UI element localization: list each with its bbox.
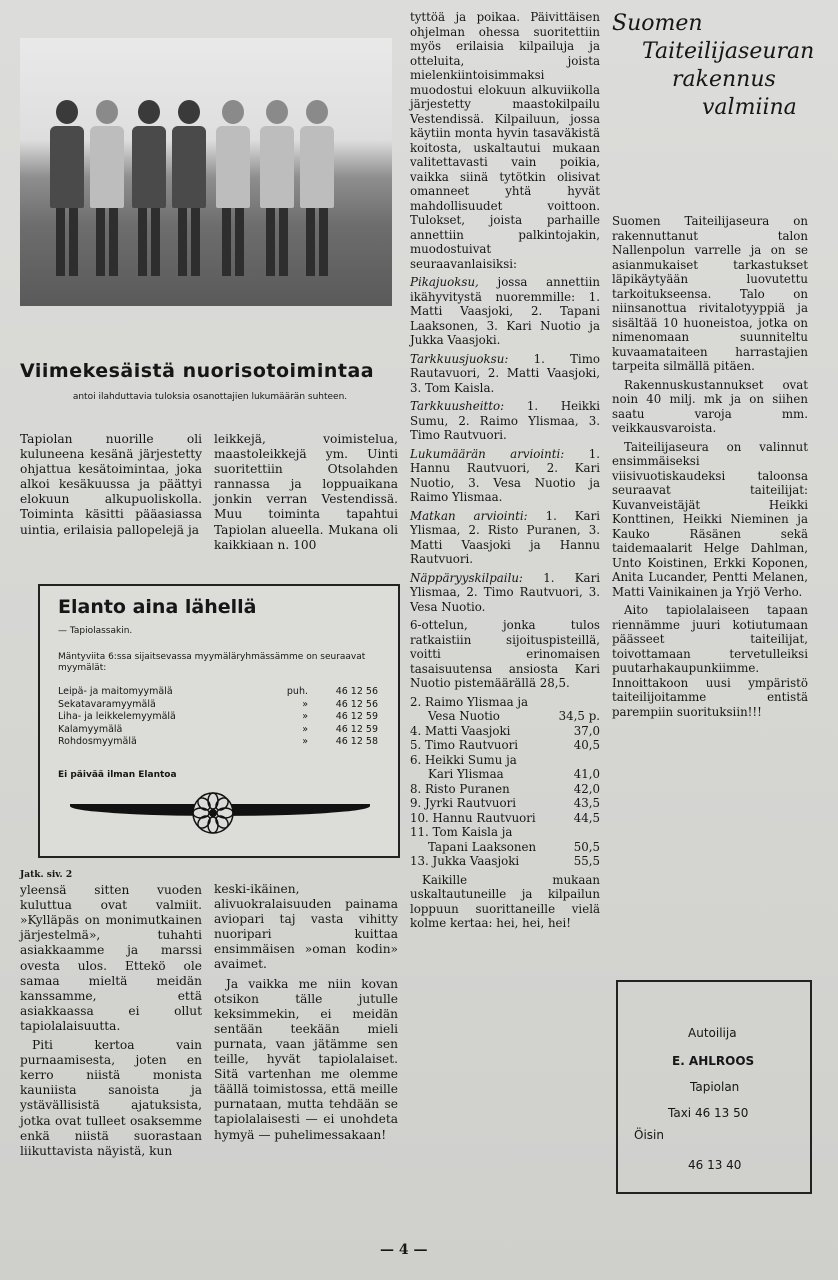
boy-figure	[300, 100, 334, 276]
result-section: Lukumäärän arviointi: 1. Hannu Rautvuori, 2. Kari Nuotio, 3. Vesa Nuotio ja Raimo Ylismaa.	[410, 446, 600, 504]
article-paragraph: yleensä sitten vuoden kuluttua ovat valmiit. »Kylläpäs on monimutkainen järjestelmä», tuhahti asiakkaamme ja marssi ovesta ulos. Ettekö ole samaa mieltä meidän kanssamme, että asiakkaassa ei ollut tapiolalaisuutta.	[20, 883, 202, 1033]
result-row: 5. Timo Rautvuori 40,5	[410, 738, 600, 752]
result-section: Tarkkuusheitto: 1. Heikki Sumu, 2. Raimo Ylismaa, 3. Timo Rautvuori.	[410, 399, 600, 442]
ad-title: Elanto aina lähellä	[58, 596, 257, 618]
article-paragraph: Taiteilijaseura on valinnut ensimmäiseksi viisivuotiskaudeksi taloonsa seuraavat taiteilijat: Kuvanveistäjät Heikki Konttinen, Heikki Nieminen ja Kauko Räsänen sekä taidemaalarit Helge Dahlman, Unto Koistinen, Erkki Koponen, Anita Lucander, Pentti Melanen, Matti Vainikainen ja Yrjö Verho.	[612, 439, 808, 599]
elanto-advertisement	[38, 584, 400, 858]
boys-group-photo	[20, 38, 392, 306]
continuation-note: Jatk. siv. 2	[20, 870, 73, 880]
article-paragraph: Tapiolan nuorille oli kuluneena kesänä järjestetty ohjattua kesätoimintaa, joka alkoi kesäkuussa ja päättyi elokuun alkupuoliskolla. Toiminta käsitti pääasiassa uintia, erilaisia pallopelejä ja	[20, 432, 202, 537]
result-row: Tapani Laaksonen 50,5	[428, 839, 600, 854]
article-paragraph: keski-ikäinen, alivuokralaisuuden painama aviopari taj vasta vihitty nuoripari kuittaa ensimmäisen »oman kodin» avaimet.	[214, 882, 398, 972]
right-article-text	[612, 214, 808, 723]
result-row: 11. Tom Kaisla ja	[410, 825, 513, 839]
result-row: Kari Ylismaa 41,0	[428, 767, 600, 781]
shop-row: Sekatavaramyymälä » 46 12 56	[58, 698, 378, 710]
result-row: 13. Jukka Vaasjoki 55,5	[410, 854, 600, 868]
shop-list	[58, 686, 378, 749]
result-row: 8. Risto Puranen 42,0	[410, 781, 600, 796]
taxi-advertisement: Autoilija E. AHLROOS Tapiolan Taxi 46 13 50 Öisin 46 13 40	[616, 980, 812, 1194]
shop-row: Kalamyymälä » 46 12 59	[58, 723, 378, 735]
article-text-col1	[20, 432, 202, 542]
article-headline: Viimekesäistä nuorisotoimintaa	[20, 360, 375, 382]
article-paragraph: 6-ottelun, jonka tulos ratkaistiin sijoituspisteillä, voitti erinomaisen tasaisuutensa ansiosta Kari Nuotio pistemäärällä 28,5.	[410, 618, 600, 690]
result-section: Näppäryyskilpailu: 1. Kari Ylismaa, 2. Timo Rautvuori, 3. Vesa Nuotio.	[410, 570, 600, 614]
result-section: Pikajuoksu, jossa annettiin ikähyvitystä nuoremmille: 1. Matti Vaasjoki, 2. Tapani Laaksonen, 3. Kari Nuotio ja Jukka Vaasjoki.	[410, 275, 600, 347]
right-article-title: Suomen Taiteilijaseuran rakennus valmiina	[612, 11, 815, 120]
boy-figure	[216, 100, 250, 276]
results-column	[410, 10, 600, 935]
ottelu-results-list	[410, 695, 600, 869]
result-section: Matkan arviointi: 1. Kari Ylismaa, 2. Risto Puranen, 3. Matti Vaasjoki ja Hannu Rautvuori.	[410, 508, 600, 566]
article-paragraph: Suomen Taiteilijaseura on rakennuttanut talon Nallenpolun varrelle ja on se asianmukaiset tarkastukset läpikäytyään luovutettu tarkoitukseensa. Talo on niinsanottua rivitalotyyppiä ja sisältää 10 huoneistoa, jotka on nimenomaan suunniteltu kuvaamataiteen harrastajien tarpeita silmällä pitäen.	[612, 214, 808, 373]
boy-figure	[50, 100, 84, 276]
boy-figure	[90, 100, 124, 276]
article-paragraph: Aito tapiolalaiseen tapaan riennämme juuri kotiutumaan päässeet taiteilijat, toivottamaan tervetulleiksi puutarhakaupunkiimme. Innoittakoon uusi ympäristö taiteilijoitamme entistä parempiin suorituksiin!!!	[612, 603, 808, 719]
result-row: 4. Matti Vaasjoki 37,0	[410, 723, 600, 738]
boy-figure	[132, 100, 166, 276]
elanto-flower-logo-icon	[190, 790, 236, 836]
bottom-text-col2	[214, 882, 398, 1147]
closing-paragraph: Kaikille mukaan uskaltautuneille ja kilpailun loppuun suorittaneille vielä kolme kertaa: hei, hei, hei!	[410, 872, 600, 930]
result-row: Vesa Nuotio 34,5 p.	[428, 709, 600, 723]
ad-subtitle: — Tapiolassakin.	[58, 626, 133, 636]
article-subhead: antoi ilahduttavia tuloksia osanottajien lukumäärän suhteen.	[72, 392, 348, 402]
article-paragraph: leikkejä, voimistelua, maastoleikkejä ym. Uinti suoritettiin Otsolahden rannassa ja loppuaikana jonkin verran Vestendissä. Muu toiminta tapahtui Tapiolan alueella. Mukana oli kaikkiaan n. 100	[214, 432, 398, 552]
boy-figure	[260, 100, 294, 276]
result-row: 2. Raimo Ylismaa ja	[410, 694, 529, 709]
page-number: — 4 —	[380, 1242, 428, 1258]
article-paragraph: tyttöä ja poikaa. Päivittäisen ohjelman ohessa suoritettiin myös erilaisia kilpailuja ja otteluita, joista mielenkiintoisimmaksi muodostui elokuun alkuviikolla järjestetty maastokilpailu Vestendissä. Kilpailuun, jossa käytiin monta hyvin tasaväkistä koitosta, uskaltautui mukaan valitettavasti vain poikia, vaikka siinä tytötkin olisivat omanneet yhtä hyvät mahdollisuudet voittoon. Tulokset, joista parhaille annettiin palkintojakin, muodostuivat seuraavanlaisiksi:	[410, 10, 600, 271]
ad-description: Mäntyviita 6:ssa sijaitsevassa myymäläryhmässämme on seuraavat myymälät:	[58, 652, 366, 673]
article-text-col2	[214, 432, 398, 557]
shop-row: Rohdosmyymälä » 46 12 58	[58, 736, 378, 748]
result-section: Tarkkuusjuoksu: 1. Timo Rautavuori, 2. Matti Vaasjoki, 3. Tom Kaisla.	[410, 351, 600, 395]
article-paragraph: Ja vaikka me niin kovan otsikon tälle jutulle keksimmekin, ei meidän sentään teekään mieli purnata, vaan jätämme sen teille, hyvät tapiolalaiset. Sitä vartenhan me olemme täällä toimistossa, että meille purnataan, mutta tehdään se tapiolalaisesti — ei unohdeta hymyä — puhelimessakaan!	[214, 976, 398, 1142]
shop-row: Leipä- ja maitomyymälä puh. 46 12 56	[58, 686, 378, 697]
bottom-text-col1	[20, 868, 202, 1163]
result-row: 9. Jyrki Rautvuori 43,5	[410, 796, 600, 810]
shop-row: Liha- ja leikkelemyymälä » 46 12 59	[58, 711, 378, 723]
ad-slogan: Ei päivää ilman Elantoa	[58, 770, 177, 780]
boy-figure	[172, 100, 206, 276]
result-row: 10. Hannu Rautvuori 44,5	[410, 810, 600, 825]
article-paragraph: Rakennuskustannukset ovat noin 40 milj. mk ja on siihen saatu varoja mm. veikkausvaroista.	[612, 377, 808, 435]
result-row: 6. Heikki Sumu ja	[410, 752, 517, 767]
article-paragraph: Piti kertoa vain purnaamisesta, joten en kerro niistä monista kauniista sanoista ja ystävällisistä ajatuksista, jotka ovat tulleet osaksemme enkä niistä suorastaan liikuttavista näyistä, kun	[20, 1038, 202, 1158]
